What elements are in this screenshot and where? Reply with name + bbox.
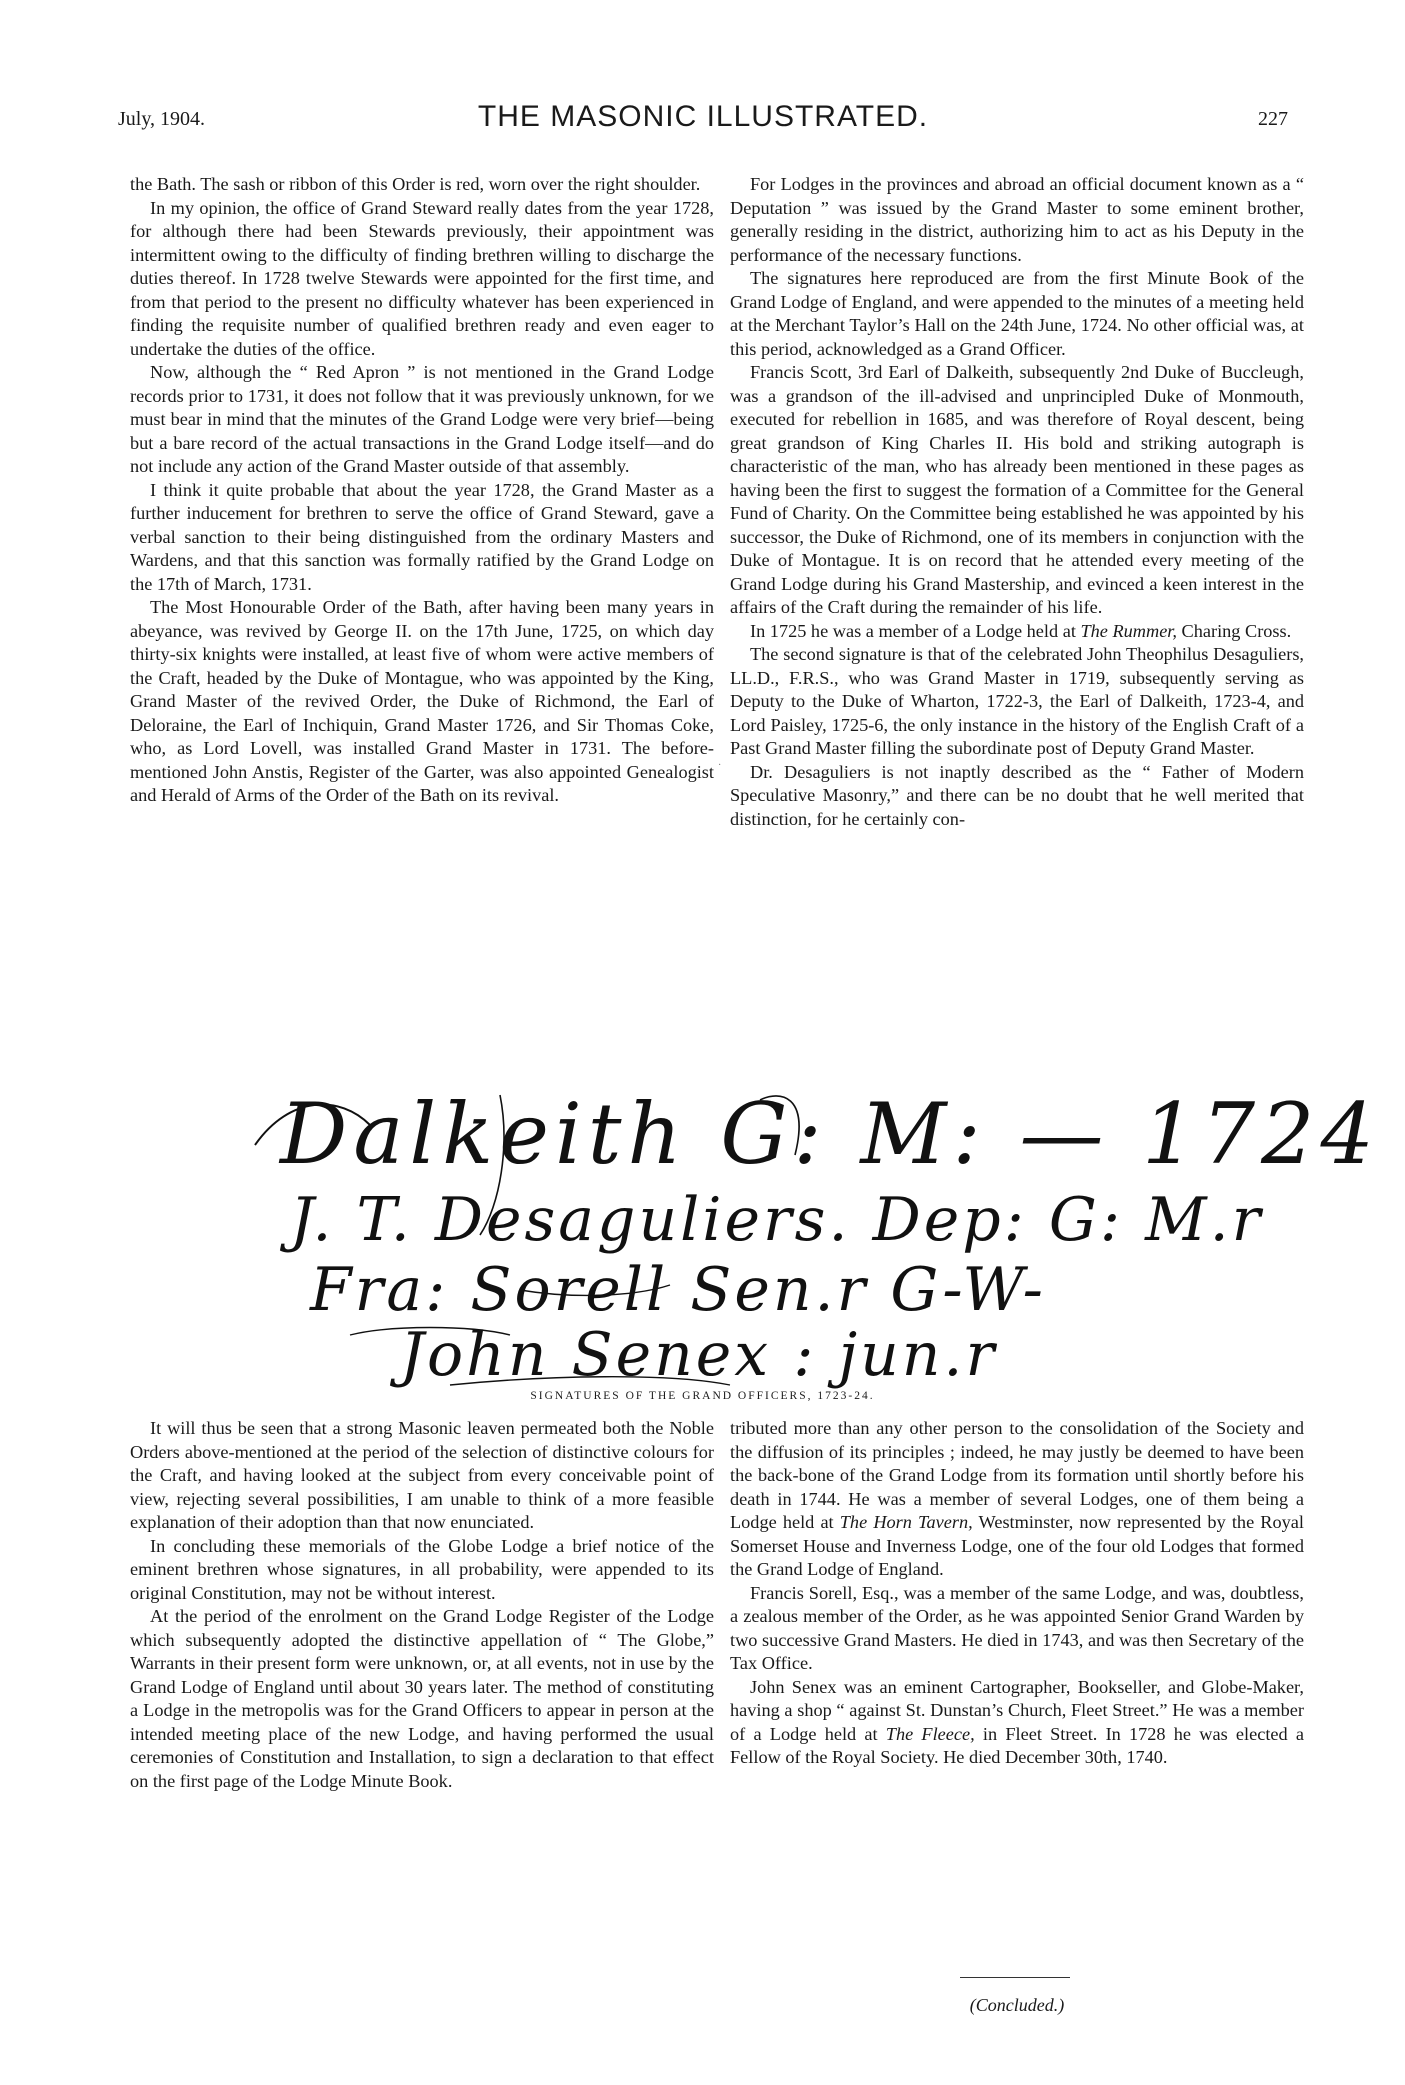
- text-run: John Senex was an eminent Cartographer, Bookseller, and Globe-Maker, having a shop “ against St. Dunstan’s Church, Fleet Street.” He was a member of a Lodge held at: [730, 1676, 1304, 1744]
- text-run: Charing Cross.: [1176, 620, 1292, 641]
- paragraph: I think it quite probable that about the year 1728, the Grand Master as a further inducement for brethren to serve the office of Grand Steward, gave a verbal sanction to their being distinguished from the ordinary Masters and Wardens, and that this sanction was formally ratified by the Grand Lodge on the 17th of March, 1731.: [130, 479, 714, 594]
- paragraph: Dr. Desaguliers is not inaptly described as the “ Father of Modern Speculative Masonry,” and there can be no doubt that he well merited that distinction, for he certainly con-: [730, 761, 1304, 829]
- paragraph: [730, 1417, 1304, 1582]
- publication-title: THE MASONIC ILLUSTRATED.: [477, 100, 929, 133]
- column-bottom-left: [130, 1417, 714, 1793]
- signature-dalkeith: Dalkeith G: M: — 1724: [280, 1085, 1380, 1183]
- paragraph: The second signature is that of the celebrated John Theophilus Desaguliers, LL.D., F.R.S., who was Grand Master in 1719, subsequently serving as Deputy to the Duke of Wharton, 1722-3, the Earl of Dalkeith, 1723-4, and Lord Paisley, 1725-6, the only instance in the history of the English Craft of a Past Grand Master filling the subordinate post of Deputy Grand Master.: [730, 644, 1304, 758]
- column-bottom-right: [730, 1417, 1304, 1770]
- paragraph: In concluding these memorials of the Globe Lodge a brief notice of the eminent brethren whose signatures, in all probability, were appended to its original Constitution, may not be without interest.: [130, 1535, 714, 1603]
- paragraph: The signatures here reproduced are from the first Minute Book of the Grand Lodge of England, and were appended to the minutes of a meeting held at the Merchant Taylor’s Hall on the 24th June, 1724. No other official was, at this period, acknowledged as a Grand Officer.: [730, 268, 1304, 359]
- page-header: [118, 100, 1288, 140]
- column-top-left: [130, 173, 714, 808]
- concluded-note: (Concluded.): [969, 1995, 1065, 2015]
- figure-caption: SIGNATURES OF THE GRAND OFFICERS, 1723-24.: [530, 1390, 875, 1402]
- paragraph: [730, 1676, 1304, 1770]
- paragraph: [730, 620, 1304, 644]
- paragraph: At the period of the enrolment on the Grand Lodge Register of the Lodge which subsequently adopted the distinctive appellation of “ The Globe,” Warrants in their present form were unknown, or, at all events, not in use by the Grand Lodge of England until about 30 years later. The method of constituting a Lodge in the metropolis was for the Grand Officers to appear in person at the intended meeting place of the new Lodge, and having performed the usual ceremonies of Constitution and Installation, to sign a declaration to that effect on the first page of the Lodge Minute Book.: [130, 1606, 714, 1791]
- text-run: In 1725 he was a member of a Lodge held at: [750, 620, 1081, 641]
- paragraph: the Bath. The sash or ribbon of this Order is red, worn over the right shoulder.: [130, 174, 701, 194]
- tavern-name: The Horn Tavern,: [839, 1512, 973, 1532]
- paragraph: In my opinion, the office of Grand Steward really dates from the year 1728, for although there had been Stewards previously, their appointment was intermittent owing to the difficulty of finding brethren willing to discharge the duties thereof. In 1728 twelve Stewards were appointed for the first time, and from that period to the present no difficulty whatever has been experienced in finding the requisite number of qualified brethren ready and even eager to undertake the duties of the office.: [130, 197, 714, 359]
- signature-desaguliers: J. T. Desaguliers. Dep: G: M.r: [290, 1185, 1264, 1255]
- text-run: tributed more than any other person to the consolidation of the Society and the diffusion of its principles ; indeed, he may justly be deemed to have been the back-bone of the Grand Lodge from its formation until shortly before his death in 1744. He was a member of several Lodges, one of them being a Lodge held at: [730, 1418, 1304, 1532]
- text-run: in Fleet Street. In 1728 he was elected a Fellow of the Royal Society. He died December 30th, 1740.: [730, 1723, 1304, 1767]
- column-top-right: [730, 173, 1304, 831]
- paragraph: Now, although the “ Red Apron ” is not mentioned in the Grand Lodge records prior to 1731, it does not follow that it was previously unknown, for we must bear in mind that the minutes of the Grand Lodge were very brief—being but a bare record of the actual transactions in the Grand Lodge itself—and do not include any action of the Grand Master outside of that assembly.: [130, 362, 714, 476]
- paragraph: It will thus be seen that a strong Masonic leaven permeated both the Noble Orders above-mentioned at the period of the selection of distinctive colours for the Craft, and having looked at the subject from every conceivable point of view, rejecting several possibilities, I am unable to think of a more feasible explanation of their adoption than that now enunciated.: [130, 1418, 714, 1532]
- issue-date: July, 1904.: [118, 108, 206, 130]
- lodge-name: The Rummer,: [1080, 620, 1177, 641]
- text-run: Westminster, now represented by the Royal Somerset House and Inverness Lodge, one of the four old Lodges that formed the Grand Lodge of England.: [730, 1512, 1304, 1579]
- signature-senex: John Senex : jun.r: [400, 1320, 998, 1390]
- paragraph: Francis Scott, 3rd Earl of Dalkeith, subsequently 2nd Duke of Buccleugh, was a grandson of the ill-advised and unprincipled Duke of Monmouth, executed for rebellion in 1685, and was therefore of Royal descent, being great grandson of King Charles II. His bold and striking autograph is characteristic of the man, who has already been mentioned in these pages as having been the first to suggest the formation of a Committee for the General Fund of Charity. On the Committee being established he was appointed by his successor, the Duke of Richmond, one of its members in conjunction with the Duke of Montague. It is on record that he attended every meeting of the Grand Lodge during his Grand Mastership, and evinced a keen interest in the affairs of the Craft during the remainder of his life.: [730, 362, 1304, 617]
- signature-sorell: Fra: Sorell Sen.r G-W-: [310, 1255, 1046, 1325]
- end-rule: [960, 1977, 1070, 1978]
- paragraph: Francis Sorell, Esq., was a member of the same Lodge, and was, doubtless, a zealous member of the Order, as he was appointed Senior Grand Warden by two successive Grand Masters. He died in 1743, and was then Secretary of the Tax Office.: [730, 1582, 1304, 1673]
- paragraph: The Most Honourable Order of the Bath, after having been many years in abeyance, was revived by George II. on the 17th June, 1725, on which day thirty-six knights were installed, at least five of whom were active members of the Craft, headed by the Duke of Montague, who was appointed by the King, Grand Master of the revived Order, the Duke of Richmond, the Earl of Deloraine, the Earl of Inchiquin, Grand Master 1726, and Sir Thomas Coke, who, as Lord Lovell, was installed Grand Master in 1731. The before-mentioned John Anstis, Register of the Garter, was also appointed Genealogist and Herald of Arms of the Order of the Bath on its revival.: [130, 597, 714, 805]
- paragraph: For Lodges in the provinces and abroad an official document known as a “ Deputation ” was issued by the Grand Master to some eminent brother, generally residing in the district, authorizing him to act as his Deputy in the performance of the necessary functions.: [730, 174, 1304, 265]
- column-mark: ·: [718, 760, 722, 771]
- page-number: 227: [1258, 108, 1288, 130]
- lodge-name: The Fleece,: [885, 1723, 975, 1744]
- signatures-facsimile: [250, 1085, 1380, 1395]
